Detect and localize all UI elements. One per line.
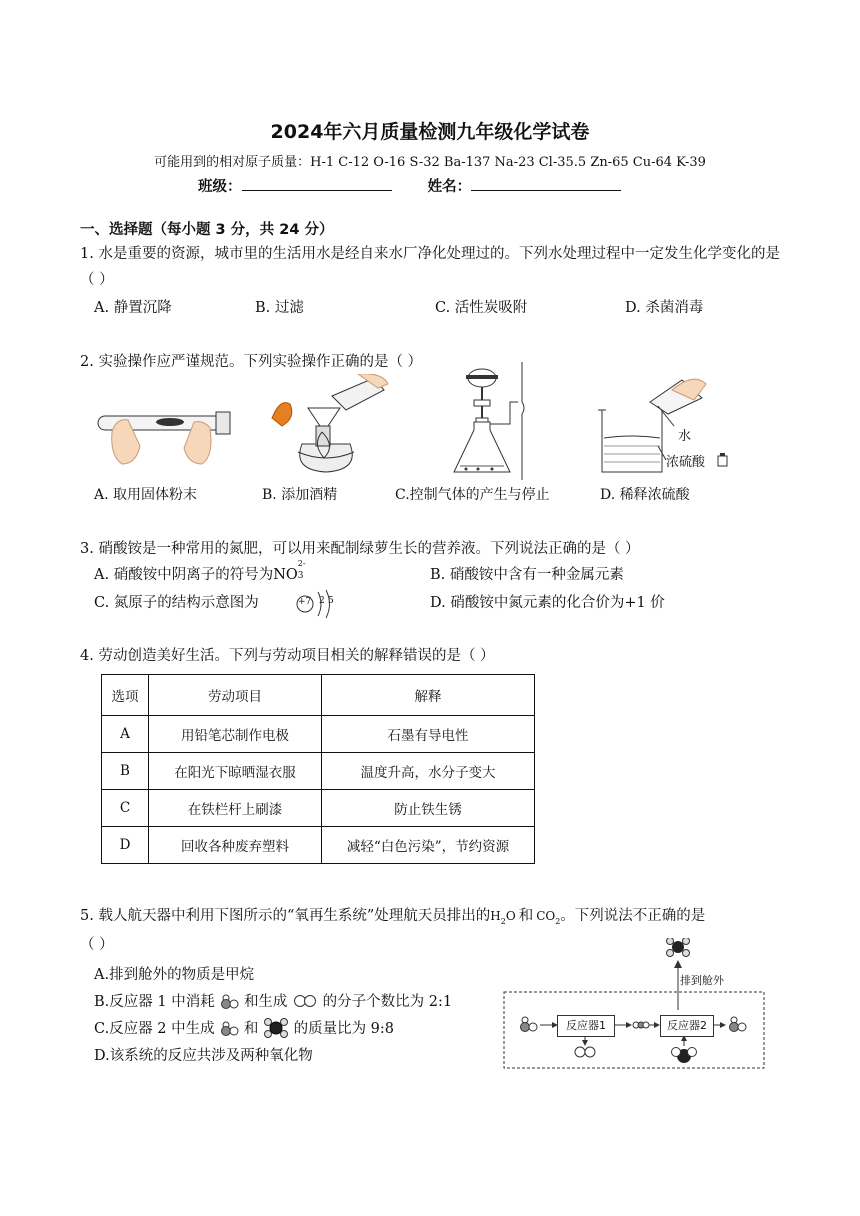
table-cell: 用铅笔芯制作电极: [149, 716, 322, 753]
q5-stem-part-b: 。下列说法不正确的是: [560, 908, 706, 924]
table-row: [102, 716, 535, 753]
nitrate-formula: NO: [273, 567, 298, 583]
table-cell: 回收各种废弃塑料: [149, 827, 322, 864]
class-label: 班级：: [198, 178, 242, 195]
table-header: 解释: [322, 675, 535, 716]
test-tube-powder-image: [92, 398, 232, 470]
name-blank[interactable]: [471, 176, 621, 191]
table-cell: 石墨有导电性: [322, 716, 535, 753]
q5-answer-paren: （ ）: [80, 937, 114, 953]
table-cell: 在铁栏杆上刷漆: [149, 790, 322, 827]
reactor-1-box: 反应器1: [557, 1015, 615, 1037]
question-1-stem: 1. 水是重要的资源，城市里的生活用水是经自来水厂净化处理过的。下列水处理过程中一定发生化学变化的是（ ）: [80, 246, 780, 288]
table-cell: D: [102, 827, 149, 864]
vent-label: 排到舱外: [680, 974, 724, 987]
h2o-o: O: [505, 909, 516, 923]
question-5-stem: [80, 904, 705, 926]
q2-option-a: A. 取用固体粉末: [94, 487, 198, 503]
q5-option-c-part-c: 的质量比为 9:8: [293, 1021, 395, 1037]
q1-option-c: C. 活性炭吸附: [435, 300, 528, 316]
diagram-lines: [500, 938, 768, 1070]
question-4-stem: 4. 劳动创造美好生活。下列与劳动项目相关的解释错误的是（ ）: [80, 648, 495, 664]
q5-option-c-part-a: C.反应器 2 中生成: [94, 1021, 215, 1037]
q3-option-b: B. 硝酸铵中含有一种金属元素: [430, 567, 624, 583]
nitrogen-atom-diagram: [292, 584, 338, 624]
section-heading: 一、选择题（每小题 3 分，共 24 分）: [80, 222, 334, 238]
water-molecule-icon: [219, 993, 239, 1009]
q2-option-c: C.控制气体的产生与停止: [395, 487, 550, 503]
alcohol-lamp-image: [262, 374, 392, 474]
table-cell: 防止铁生锈: [322, 790, 535, 827]
name-label: 姓名：: [427, 178, 472, 195]
q5-option-c: [94, 1017, 394, 1038]
class-blank[interactable]: [242, 176, 392, 191]
table-cell: C: [102, 790, 149, 827]
table-row: [102, 790, 535, 827]
nitrate-charge: 2-: [297, 559, 306, 568]
nitrate-subscript: 3: [297, 571, 304, 581]
page-title: 2024年六月质量检测九年级化学试卷: [270, 121, 590, 143]
q1-option-d: D. 杀菌消毒: [625, 300, 704, 316]
class-name-line: [198, 175, 621, 196]
q5-option-d: D.该系统的反应共涉及两种氧化物: [94, 1048, 313, 1064]
h2o-h: H: [490, 909, 501, 923]
nitrate-scripts: [297, 559, 310, 581]
q5-option-b-part-b: 和生成: [243, 994, 288, 1010]
shell-2-electrons: 5: [328, 596, 334, 606]
q5-option-b: [94, 990, 452, 1011]
q4-table: [101, 674, 535, 864]
q5-and: 和: [518, 908, 534, 924]
q3-option-a-text: A. 硝酸铵中阴离子的符号为: [94, 567, 274, 583]
q1-option-a: A. 静置沉降: [94, 300, 172, 316]
methane-molecule-icon: [263, 1018, 289, 1038]
co2-co: CO: [536, 909, 556, 923]
question-2-stem: 2. 实验操作应严谨规范。下列实验操作正确的是（ ）: [80, 354, 423, 370]
q5-option-b-part-c: 的分子个数比为 2:1: [322, 994, 453, 1010]
shell-1-electrons: 2: [319, 596, 325, 606]
water-molecule-icon: [219, 1020, 239, 1036]
hydrogen-molecule-icon: [292, 994, 318, 1008]
table-row: [102, 753, 535, 790]
acid-bottle-icon: [716, 452, 730, 468]
question-3-stem: 3. 硝酸铵是一种常用的氮肥，可以用来配制绿萝生长的营养液。下列说法正确的是（ ）: [80, 541, 640, 557]
q5-option-b-part-a: B.反应器 1 中消耗: [94, 994, 215, 1010]
h2o-sub: 2: [500, 916, 506, 926]
table-cell: A: [102, 716, 149, 753]
q3-option-d: D. 硝酸铵中氮元素的化合价为+1 价: [430, 595, 665, 611]
q5-option-c-part-b: 和: [243, 1021, 259, 1037]
q2-option-b: B. 添加酒精: [262, 487, 338, 503]
q1-option-b: B. 过滤: [255, 300, 304, 316]
table-row: [102, 827, 535, 864]
label-water: 水: [678, 429, 692, 444]
q5-stem-part-a: 5. 载人航天器中利用下图所示的“氧再生系统”处理航天员排出的: [80, 908, 491, 924]
q3-option-c: C. 氮原子的结构示意图为: [94, 595, 259, 611]
table-cell: 减轻“白色污染”，节约资源: [322, 827, 535, 864]
label-concentrated-acid: 浓硫酸: [666, 455, 706, 470]
table-header: 选项: [102, 675, 149, 716]
nucleus-charge: +7: [298, 597, 312, 607]
q3-option-a: [94, 559, 310, 584]
table-header-row: [102, 675, 535, 716]
table-header: 劳动项目: [149, 675, 322, 716]
table-cell: 温度升高，水分子变大: [322, 753, 535, 790]
oxygen-regeneration-diagram: [500, 938, 768, 1070]
table-cell: 在阳光下晾晒湿衣服: [149, 753, 322, 790]
gas-control-apparatus-image: [448, 362, 536, 480]
q2-option-d: D. 稀释浓硫酸: [600, 487, 690, 503]
atomic-masses: 可能用到的相对原子质量：H-1 C-12 O-16 S-32 Ba-137 Na-23 Cl-35.5 Zn-65 Cu-64 K-39: [154, 155, 706, 170]
co2-sub: 2: [555, 916, 561, 926]
q5-option-a: A.排到舱外的物质是甲烷: [94, 967, 255, 983]
table-cell: B: [102, 753, 149, 790]
reactor-2-box: 反应器2: [660, 1015, 714, 1037]
